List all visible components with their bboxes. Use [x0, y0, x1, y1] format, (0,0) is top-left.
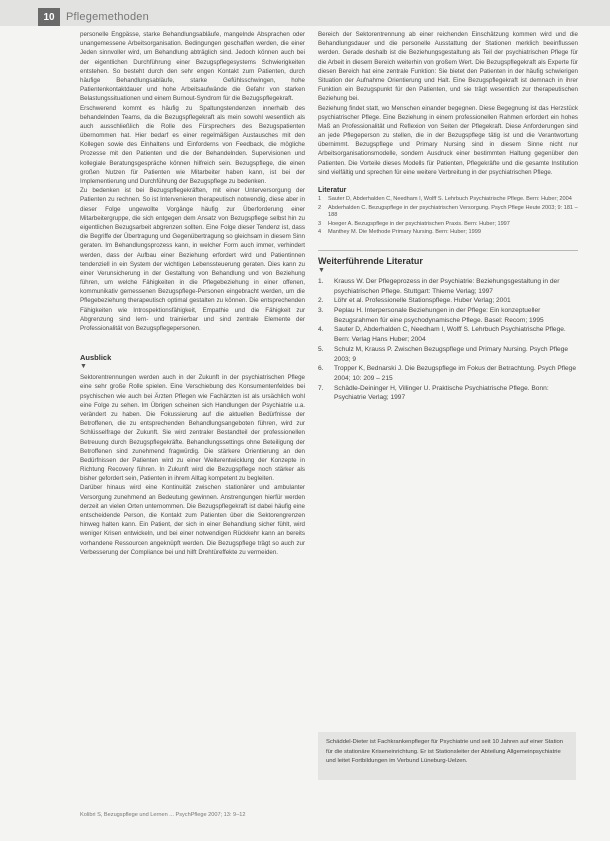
literatur-item: 1 Sauter D, Abderhalden C, Needham I, Wolff S. Lehrbuch Psychiatrische Pflege. Bern: Huber; 2004: [318, 196, 572, 202]
left-paragraph: personelle Engpässe, starke Behandlungsabläufe, mangelnde Absprachen oder unangemessene Arbeitsorganisation. Bedingungen geschaffen werden, die einer Jeden sinnvoller wird, um Behandlung abträglich sind. Jedoch können auch bei der eigentlichen Durchführung einer Bezugspflegesystems Schwierigkeiten entstehen. So besteht durch den sehr engen Kontakt zum Patienten, durch häufige Behandlungsabläufe, starke Gefühlsschwingen, hohe Patientenkontaktdauer und hohe Arbeitsaufwände die Gefahr von starken Belastungssituationen und einem Burnout-Syndrom für die Bezugspflegekraft.: [80, 31, 305, 103]
header-band: [0, 0, 610, 26]
ausblick-heading: Ausblick: [80, 353, 112, 363]
weiterfuehrende-item: 2. Löhr et al. Professionelle Stationspflege. Huber Verlag; 2001: [318, 297, 511, 305]
literatur-item: 4 Manthey M. Die Methode Primary Nursing. Bern: Huber; 1999: [318, 229, 481, 236]
weiterfuehrende-item: 7. Schädle-Deininger H, Villinger U. Praktische Psychiatrische Pflege. Bonn: Psychiatrie Verlag; 1997: [318, 384, 549, 402]
weiterfuehrende-item: 6. Tropper K, Bednarski J. Die Bezugspflege im Fokus der Betrachtung. Psych Pflege 2004; 10: 209 – 215: [318, 365, 577, 382]
literatur-item: 3 Hoeger A. Bezugspflege in der psychiatrischen Praxis. Bern: Huber; 1997: [318, 220, 510, 227]
weiterfuehrende-item: 3. Peplau H. Interpersonale Beziehungen in der Pflege: Ein konzeptueller Bezugsrahmen für eine psychodynamische Pflege. Basel: Recom; 1995: [318, 307, 544, 324]
right-column: [318, 30, 578, 403]
weiterfuehrende-item: 1. Krauss W. Der Pflegeprozess in der Psychiatrie: Beziehungsgestaltung in der psychiatrischen Pflege. Stuttgart: Thieme Verlag; 1997: [318, 277, 560, 295]
arrow-down-icon: ▼: [80, 363, 87, 371]
weiterfuehrende-list: [318, 277, 578, 403]
ausblick-paragraph: Sektorentrennungen werden auch in der Zukunft in der psychiatrischen Pflege eine sehr große Rolle spielen. Eine Verschiebung des Konsumentenfeldes bei psychischen wie auch bei Ärzten Pflegen wie Fachärzten ist als ursächlich wohl eine Folge zu sehen. Im Übrigen scheinen sich Handlungen der Psychiatrie u.a. verändert zu haben. Die Fokussierung auf die aktuellen Bedürfnisse der Betroffenen, die zu entsprechenden Behandlungsangeboten führen, wird zur Schlüsselfrage der Zukunft. Sie wird zentraler Bestandteil der professionellen Betreuung durch Bezugspflegekräfte. Behandlungssettings ohne Beteiligung der Betroffenen sind zunehmend fragwürdig. Die stärkere Orientierung an den Bedürfnissen der Patienten wird zu einer Weiterentwicklung der Konzepte in Richtung Recovery führen. In Zukunft wird die Bezugspflege noch stärker als bisher gefordert sein, Patienten in ihrem Alltag kompetent zu begleiten.: [80, 374, 305, 483]
literatur-item: 2 Abderhalden C. Bezugspflege in der psychiatrischen Versorgung. Psych Pflege Heute 2003; 9: 181 – 188: [318, 204, 578, 219]
author-info-box: Schäddel-Dieter ist Fachkrankenpfleger für Psychiatrie und seit 10 Jahren auf einer Station für die stationäre Kriseneinrichtung. Er ist Stationsleiter der Abteilung Allgemeinpsychiatrie und leitet Fortbildungen im Verbund Lüneburg-Uelzen.: [318, 732, 576, 780]
left-paragraph: Erschwerend kommt es häufig zu Spaltungstendenzen innerhalb des behandelnden Teams, da die Bezugspflegekraft als mein sowohl wesentlich als auch ausschließlich die Rolle des Fürsprechers des Bezugspatienten übernommen hat. Hier bedarf es einer regelmäßigen Austausches mit den Kollegen sowie des Einhaltens und Einforderns von Feedback, die mögliche Prozesse mit den Patienten und die der Behandelnden. Supervisionen und kollegiale Beratungsgespräche können hilfreich sein. Bezugspflege, die einen großen Nutzen für Patienten wie Mitarbeiter haben kann, ist bei der Implementierung und Durchführung der Bezugspflege zu bedenken.: [80, 104, 305, 185]
weiterfuehrende-heading: Weiterführende Literatur: [318, 255, 423, 266]
right-paragraph: Beziehung findet statt, wo Menschen einander begegnen. Diese Begegnung ist das Herzstück psychiatrischer Pflege. Eine Beziehung in einem professionellen Rahmen erfordert ein hohes Maß an Professionalität und Reflexion von Seiten der Pflegekraft. Diese Anforderungen sind an jede Pflegeperson zu stellen, die in der Bezugspflege tätig ist und die Verantwortung übernimmt. Bezugspflege und Primary Nursing sind in diesem Sinne nicht nur Arbeitsorganisationsmodelle, sondern Ausdruck einer bestimmten Haltung gegenüber den Patienten. Die Vorteile dieses Modells für Patienten, Pflegekräfte und die gesamte Institution sind vielfältig und sprechen für eine weitere Verbreitung in der psychiatrischen Pflege.: [318, 104, 578, 176]
footer-citation: Kolibri S, Bezugspflege und Lernen ... PsychPflege 2007; 13: 9–12: [80, 812, 246, 818]
weiterfuehrende-item: 5. Schulz M, Krauss P. Zwischen Bezugspflege und Primary Nursing. Psych Pflege 2003; 9: [318, 345, 569, 363]
literatur-list: [318, 196, 578, 237]
page-number: 10: [38, 8, 60, 26]
arrow-down-icon: ▼: [318, 266, 325, 274]
left-paragraph: Zu bedenken ist bei Bezugspflegekräften, mit einer Unterversorgung der Patienten zu rechnen. So ist Intervenieren therapeutisch notwendig, diese aber in dieser Folge ungewollte Vorgänge häufig zur Überforderung einer Mitarbeitergruppe, die sich entgegen dem Ansatz von Bezugspflege selbst hin zu eigentlichen Bezugsarbeit abgrenzen sollten. Eine Folge dieser Tendenz ist, dass die Begriffe der Übertragung und Gegenübertragung so gleichsam in diesem Sinn geraten. Im Behandlungsprozess kann, in welcher Form auch immer, verhindert werden, dass der Aufbau einer Beziehung erfordert wird und Patientinnen tendenziell in ein System der wichtigen Lebenssteuerung geraten. Dies kann zu einer Verunsicherung in der Gestaltung von Behandlung und von Beziehung führen, um welche Fähigkeiten in die Pflegebeziehung in einer offenen, kommunikativ gemessenen Bezugspflege-Personen eingebracht werden, um die Pflegebeziehung therapeutisch optimal gestalten zu können. Die entsprechenden Fähigkeiten wie Introspektionsfähigkeit, Empathie und die Fähigkeit zur Abgrenzung sind lern- und trainierbar und sind zentrale Elemente der Professionalität von Bezugspflegepersonen.: [80, 187, 305, 332]
right-paragraph: Bereich der Sektorentrennung ab einer reichenden Einschätzung kommen wird und die Behandlungsdauer und die personelle Ausstattung der Stationen merklich beeinflussen werden. Gerade deshalb ist die Beziehungsgestaltung als Teil der psychiatrischen Pflege für die Arbeit in diesem Bereich weiterhin von großem Wert. Die Bezugspflegekraft als Experte für diesen Bereich hat eine zentrale Funktion: Sie bietet den Patienten in der häufig schwierigen Situation der Aufnahme Orientierung und Halt. Eine Bezugspflegekraft ist demnach in ihrer Funktion ein Bezugspunkt für den Patienten, und sie trägt wesentlich zur therapeutischen Beziehung bei.: [318, 31, 578, 103]
ausblick-paragraph: Darüber hinaus wird eine Kontinuität zwischen stationärer und ambulanter Versorgung zunehmend an Bedeutung gewinnen. Anstrengungen hierfür werden derzeit an vielen Orten unternommen. Die Bezugspflegekraft ist dabei häufig eine entscheidende Person, die Kontakt zum Patienten über die Sektorengrenzen hinweg halten kann. Ein Patient, der sich in einer Behandlung sicher fühlt, wird weniger Krisen entwickeln, und bei einer notwendigen Rückkehr kann an bereits vorhandene Ressourcen angeknüpft werden. Die Bezugspflege trägt so auch zur Verbesserung der Compliance bei und hilft Drehtüreffekte zu vermeiden.: [80, 484, 305, 556]
literatur-heading: Literatur: [318, 187, 347, 194]
section-title: Pflegemethoden: [66, 11, 149, 23]
left-column: [80, 30, 305, 557]
weiterfuehrende-item: 4. Sauter D, Abderhalden C, Needham I, Wolff S. Lehrbuch Psychiatrische Pflege. Bern: Verlag Hans Huber; 2004: [318, 326, 566, 344]
